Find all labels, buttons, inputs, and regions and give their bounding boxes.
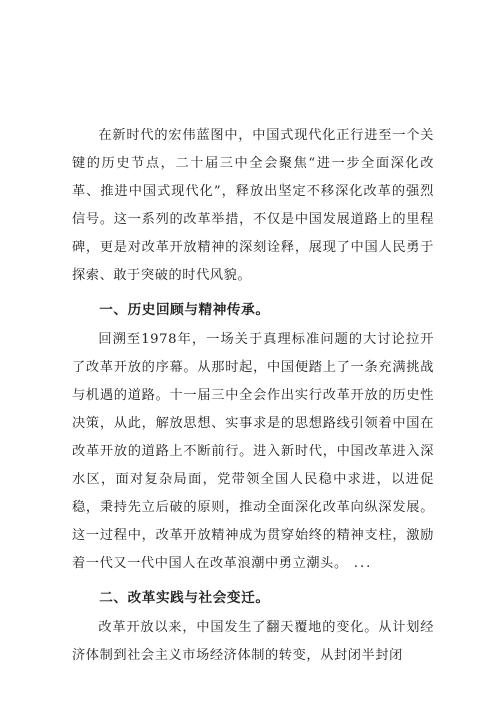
section-1-heading: 一、历史回顾与精神传承。 (99, 302, 270, 318)
section-2-paragraph: 改革开放以来，中国发生了翻天覆地的变化。从计划经济体制到社会主义市场经济体制的转变，从封闭半封闭 (72, 620, 434, 663)
section-2-heading: 二、改革实践与社会变迁。 (99, 590, 270, 606)
section-1-ellipsis: ... (353, 556, 373, 571)
section-1-paragraph (72, 326, 434, 578)
section-1-body: 回溯至1978年，一场关于真理标准问题的大讨论拉开了改革开放的序幕。从那时起，中国便踏上了一条充满挑战与机遇的道路。十一届三中全会作出实行改革开放的历史性决策，从此，解放思想、实事求是的思想路线引领着中国在改革开放的道路上不断前行。进入新时代，中国改革进入深水区，面对复杂局面，党带领全国人民稳中求进，以进促稳，秉持先立后破的原则，推动全面深化改革向纵深发展。这一过程中，改革开放精神成为贯穿始终的精神支柱，激励着一代又一代中国人在改革浪潮中勇立潮头。 (72, 332, 434, 571)
intro-paragraph: 在新时代的宏伟蓝图中，中国式现代化正行进至一个关键的历史节点，二十届三中全会聚焦“进一步全面深化改革、推进中国式现代化”，释放出坚定不移深化改革的强烈信号。这一系列的改革举措，不仅是中国发展道路上的里程碑，更是对改革开放精神的深刻诠释，展现了中国人民勇于探索、敢于突破的时代风貌。 (72, 128, 434, 283)
document-content (72, 122, 434, 670)
